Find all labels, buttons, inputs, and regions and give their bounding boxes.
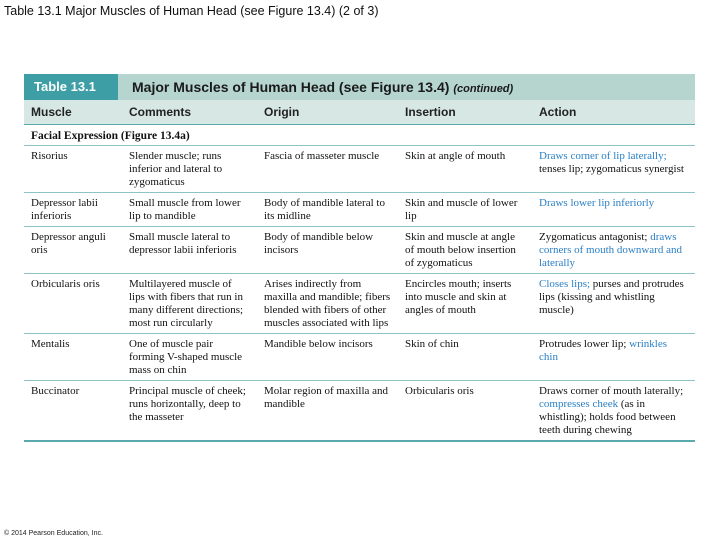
cell-origin: Molar region of maxilla and mandible bbox=[264, 385, 389, 410]
cell-muscle: Depressor anguli oris bbox=[31, 231, 106, 256]
action-text-pre: Zygomaticus antagonist; bbox=[539, 231, 651, 243]
table-row bbox=[24, 274, 695, 334]
column-header-origin: Origin bbox=[264, 105, 300, 119]
cell-action bbox=[532, 274, 695, 333]
cell-muscle: Mentalis bbox=[31, 338, 70, 350]
cell-action bbox=[532, 227, 695, 273]
slide-title: Table 13.1 Major Muscles of Human Head (see Figure 13.4) (2 of 3) bbox=[4, 4, 379, 18]
action-highlight: compresses cheek bbox=[539, 398, 619, 410]
cell-action bbox=[532, 146, 695, 192]
action-highlight: draws corners of mouth downward and laterally bbox=[539, 231, 682, 269]
table-row bbox=[24, 193, 695, 227]
cell-action bbox=[532, 381, 695, 440]
cell-muscle: Risorius bbox=[31, 150, 68, 162]
copyright-footer: © 2014 Pearson Education, Inc. bbox=[4, 530, 103, 537]
cell-insertion: Orbicularis oris bbox=[405, 385, 474, 397]
cell-origin: Fascia of masseter muscle bbox=[264, 150, 380, 162]
action-text: tenses lip; zygomaticus synergist bbox=[539, 163, 684, 175]
action-text-pre: Draws corner of mouth laterally; bbox=[539, 385, 684, 397]
column-header-insertion: Insertion bbox=[405, 105, 456, 119]
cell-muscle: Depressor labii inferioris bbox=[31, 197, 98, 222]
cell-action bbox=[532, 193, 695, 226]
cell-comments: Principal muscle of cheek; runs horizontally, deep to the masseter bbox=[129, 385, 246, 423]
table-header-bar bbox=[24, 74, 695, 100]
cell-insertion: Skin and muscle at angle of mouth below insertion of zygomaticus bbox=[405, 231, 516, 269]
cell-insertion: Skin at angle of mouth bbox=[405, 150, 506, 162]
column-header-action: Action bbox=[539, 105, 577, 119]
column-headers bbox=[24, 100, 695, 125]
cell-insertion: Skin of chin bbox=[405, 338, 459, 350]
action-text-pre: Protrudes lower lip; bbox=[539, 338, 630, 350]
cell-comments: One of muscle pair forming V-shaped muscle mass on chin bbox=[129, 338, 243, 376]
table-row bbox=[24, 334, 695, 381]
cell-origin: Body of mandible below incisors bbox=[264, 231, 374, 256]
table-row bbox=[24, 227, 695, 274]
cell-comments: Small muscle from lower lip to mandible bbox=[129, 197, 241, 222]
table-title-text: Major Muscles of Human Head (see Figure 13.4) bbox=[132, 79, 450, 95]
cell-muscle: Buccinator bbox=[31, 385, 80, 397]
cell-muscle: Orbicularis oris bbox=[31, 278, 100, 290]
table-continued: (continued) bbox=[453, 83, 514, 95]
cell-origin: Body of mandible lateral to its midline bbox=[264, 197, 385, 222]
column-header-comments: Comments bbox=[129, 105, 192, 119]
action-text: (as in whistling); holds food between teeth during chewing bbox=[539, 398, 676, 436]
table-row bbox=[24, 381, 695, 442]
column-header-muscle: Muscle bbox=[31, 105, 72, 119]
cell-comments: Slender muscle; runs inferior and lateral to zygomaticus bbox=[129, 150, 223, 188]
section-heading: Facial Expression (Figure 13.4a) bbox=[24, 125, 695, 146]
cell-action bbox=[532, 334, 695, 380]
action-highlight: Draws lower lip inferiorly bbox=[539, 197, 655, 209]
action-highlight: Closes lips; bbox=[539, 278, 591, 290]
action-highlight: Draws corner of lip laterally; bbox=[539, 150, 667, 162]
cell-comments: Multilayered muscle of lips with fibers that run in many different directions; most run circularly bbox=[129, 278, 244, 329]
table-label: Table 13.1 bbox=[24, 74, 118, 100]
action-highlight: wrinkles chin bbox=[539, 338, 668, 363]
cell-insertion: Encircles mouth; inserts into muscle and skin at angles of mouth bbox=[405, 278, 512, 316]
muscle-table bbox=[24, 74, 695, 442]
cell-insertion: Skin and muscle of lower lip bbox=[405, 197, 518, 222]
action-text: purses and protrudes lips (kissing and whistling muscle) bbox=[539, 278, 684, 316]
cell-origin: Mandible below incisors bbox=[264, 338, 373, 350]
cell-origin: Arises indirectly from maxilla and mandible; fibers blended with fibers of other muscles associated with lips bbox=[264, 278, 391, 329]
cell-comments: Small muscle lateral to depressor labii inferioris bbox=[129, 231, 237, 256]
table-row bbox=[24, 146, 695, 193]
table-title bbox=[118, 79, 513, 95]
